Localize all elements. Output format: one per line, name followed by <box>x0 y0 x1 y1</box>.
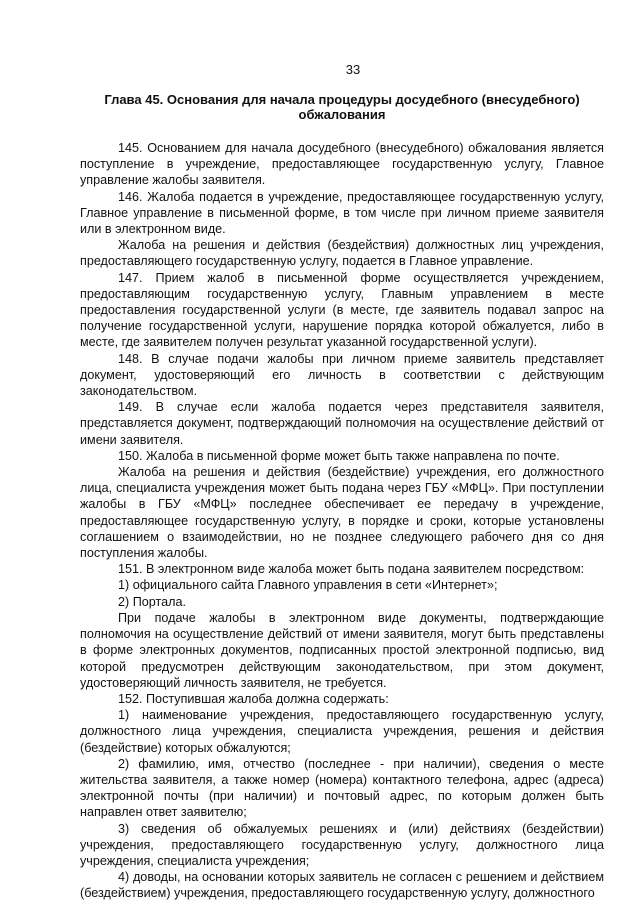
paragraph-150-mfc: Жалоба на решения и действия (бездействие) учреждения, его должностного лица, специалиста учреждения может быть подана через ГБУ «МФЦ». При поступлении жалобы в ГБУ «МФЦ» последнее обеспечивает ее передачу в учреждение, предоставляющее государственную услугу, в порядке и сроки, которые установлены соглашением о взаимодействии, но не позднее следующего рабочего дня со дня поступления жалобы. <box>80 465 604 561</box>
paragraph-152-item-3: 3) сведения об обжалуемых решениях и (или) действиях (бездействии) учреждения, предоставляющего государственную услугу, должностного лица учреждения, специалиста учреждения; <box>80 821 604 868</box>
paragraph-147: 147. Прием жалоб в письменной форме осуществляется учреждением, предоставляющим государственную услугу, Главным управлением в месте предоставления государственной услуги (в месте, где заявитель подавал запрос на получение государственной услуги, нарушение порядка которой обжалуется, либо в месте, где заявителем получен результат указанной государственной услуги). <box>80 270 604 350</box>
paragraph-145: 145. Основанием для начала досудебного (внесудебного) обжалования является поступление в учреждение, предоставляющее государственную услугу, Главное управление жалобы заявителя. <box>80 141 604 188</box>
paragraph-152: 152. Поступившая жалоба должна содержать: <box>118 691 389 706</box>
paragraph-151-electronic-documents: При подаче жалобы в электронном виде документы, подтверждающие полномочия на осуществление действий от имени заявителя, могут быть представлены в форме электронных документов, подписанных простой электронной подписью, вид которой предусмотрен действующим законодательством, при этом документ, удостоверяющий личность заявителя, не требуется. <box>80 610 604 690</box>
paragraph-148: 148. В случае подачи жалобы при личном приеме заявитель представляет документ, удостоверяющий его личность в соответствии с действующим законодательством. <box>80 351 604 399</box>
paragraph-146-complaint-officials: Жалоба на решения и действия (бездействия) должностных лиц учреждения, предоставляющего государственную услугу, подается в Главное управление. <box>80 238 604 269</box>
paragraph-146: 146. Жалоба подается в учреждение, предоставляющее государственную услугу, Главное управление в письменной форме, в том числе при личном приеме заявителя или в электронном виде. <box>80 189 604 237</box>
page-number: 33 <box>345 62 361 77</box>
paragraph-151-item-2: 2) Портала. <box>118 594 186 609</box>
paragraph-152-item-2: 2) фамилию, имя, отчество (последнее - при наличии), сведения о месте жительства заявителя, а также номер (номера) контактного телефона, адрес (адреса) электронной почты (при наличии) и почтовый адрес, по которым должен быть направлен ответ заявителю; <box>80 756 604 820</box>
chapter-title <box>80 92 604 122</box>
chapter-title-line-2: обжалования <box>298 107 386 122</box>
paragraph-152-item-4: 4) доводы, на основании которых заявитель не согласен с решением и действием (бездействием) учреждения, предоставляющего государственную услугу, должностного <box>80 870 604 901</box>
paragraph-151-item-1: 1) официального сайта Главного управления в сети «Интернет»; <box>118 578 498 593</box>
paragraph-151: 151. В электронном виде жалоба может быть подана заявителем посредством: <box>118 562 585 577</box>
document-body <box>80 140 604 902</box>
paragraph-152-item-1: 1) наименование учреждения, предоставляющего государственную услугу, должностного лица учреждения, специалиста учреждения, решения и действия (бездействие) которых обжалуются; <box>80 708 604 755</box>
chapter-title-line-1: Глава 45. Основания для начала процедуры досудебного (внесудебного) <box>104 92 580 107</box>
paragraph-150: 150. Жалоба в письменной форме может быть также направлена по почте. <box>118 448 560 463</box>
paragraph-149: 149. В случае если жалоба подается через представителя заявителя, представляется документ, подтверждающий полномочия на осуществление действий от имени заявителя. <box>80 400 604 447</box>
